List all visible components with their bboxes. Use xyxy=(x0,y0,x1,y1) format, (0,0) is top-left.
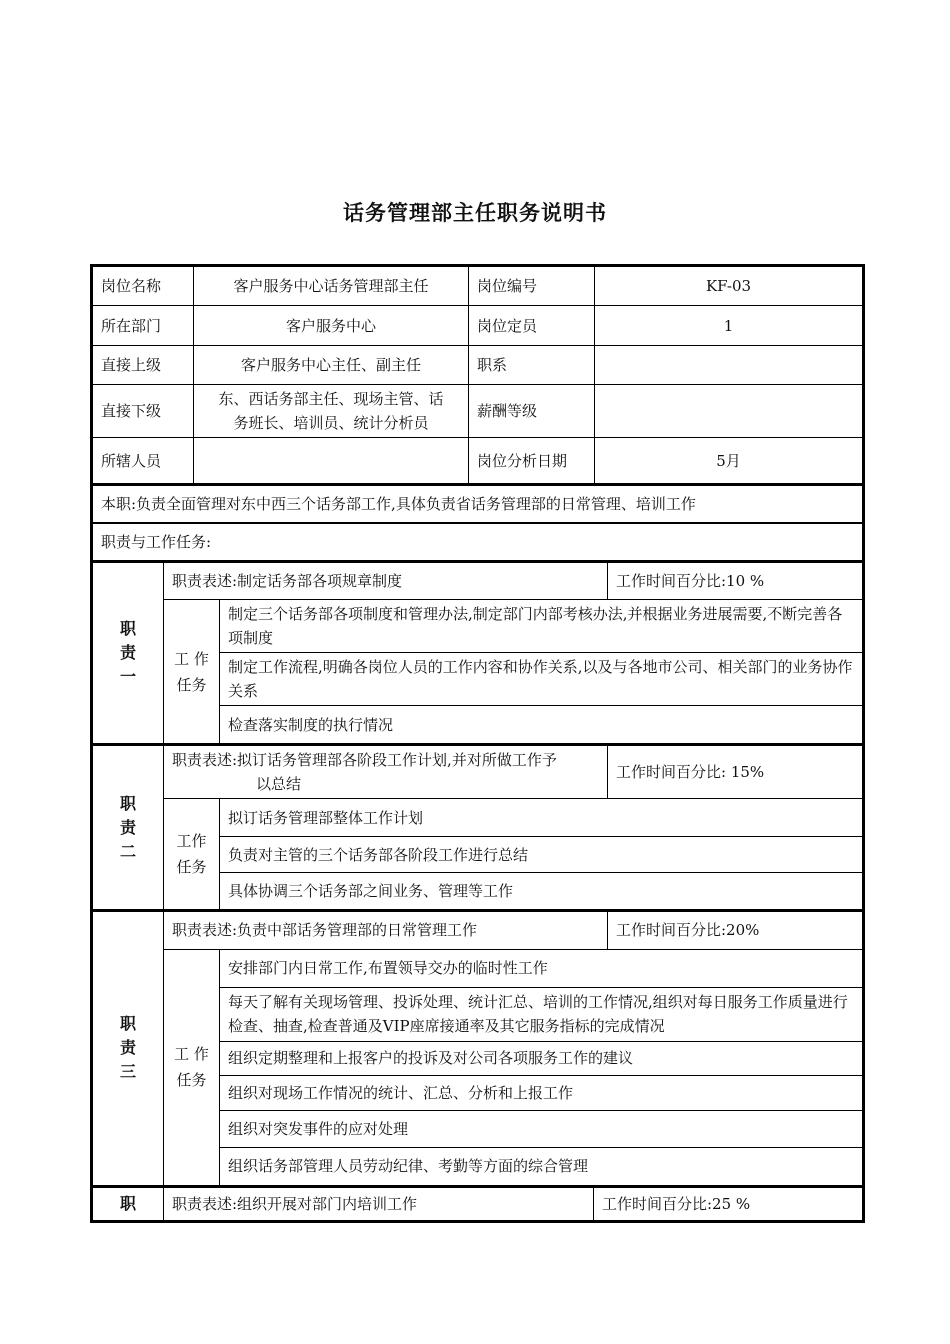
dept-label: 所在部门 xyxy=(93,306,194,346)
subordinate-value xyxy=(194,385,469,438)
job-description-sheet xyxy=(90,264,865,1223)
duty-4-table xyxy=(92,1186,863,1222)
subordinate-label: 直接下级 xyxy=(93,385,194,438)
pos-no-label: 岗位编号 xyxy=(469,267,595,306)
duty-3-task: 组织对现场工作情况的统计、汇总、分析和上报工作 xyxy=(220,1075,863,1110)
duty-1-percentage: 工作时间百分比:10 % xyxy=(608,562,863,600)
duty-1-task-label: 工 作 任务 xyxy=(164,600,220,744)
duty-2-task: 具体协调三个话务部之间业务、管理等工作 xyxy=(220,873,863,910)
subordinate-line-1: 东、西话务部主任、现场主管、话 xyxy=(218,390,444,408)
summary-text: 本职:负责全面管理对东中西三个话务部工作,具体负责省话务管理部的日常管理、培训工作 xyxy=(93,485,863,523)
basic-info-table xyxy=(92,266,863,484)
dept-value: 客户服务中心 xyxy=(194,306,469,346)
duty-3-task: 安排部门内日常工作,布置领导交办的临时性工作 xyxy=(220,949,863,987)
duty-2-task: 拟订话务管理部整体工作计划 xyxy=(220,799,863,837)
superior-label: 直接上级 xyxy=(93,346,194,385)
duty-3-percentage: 工作时间百分比:20% xyxy=(608,911,863,949)
duty-4-percentage: 工作时间百分比:25 % xyxy=(594,1187,863,1221)
document-title: 话务管理部主任职务说明书 xyxy=(343,200,607,225)
duty-3-task: 组织话务部管理人员劳动纪律、考勤等方面的综合管理 xyxy=(220,1147,863,1185)
duty-4-description: 职责表述:组织开展对部门内培训工作 xyxy=(164,1187,594,1221)
duty-1-table xyxy=(92,561,863,745)
quota-value: 1 xyxy=(595,306,863,346)
duty-2-description: 职责表述:拟订话务管理部各阶段工作计划,并对所做工作予 以总结 xyxy=(164,745,608,799)
duty-3-description: 职责表述:负责中部话务管理部的日常管理工作 xyxy=(164,911,608,949)
duty-1-task: 制定三个话务部各项制度和管理办法,制定部门内部考核办法,并根据业务进展需要,不断完善各项制度 xyxy=(220,600,863,653)
duty-1-description: 职责表述:制定话务部各项规章制度 xyxy=(164,562,608,600)
duty-3-table xyxy=(92,910,863,1186)
duty-3-task: 每天了解有关现场管理、投诉处理、统计汇总、培训的工作情况,组织对每日服务工作质量进行检查、抽查,检查普通及VIP座席接通率及其它服务指标的完成情况 xyxy=(220,987,863,1041)
duty-3-label: 职 责 三 xyxy=(93,911,164,1185)
duty-3-task-label: 工 作 任务 xyxy=(164,949,220,1185)
duty-2-percentage: 工作时间百分比: 15% xyxy=(608,745,863,799)
duty-1-label: 职 责 一 xyxy=(93,562,164,744)
duties-heading: 职责与工作任务: xyxy=(93,523,863,560)
summary-table xyxy=(92,484,863,561)
duty-2-label: 职 责 二 xyxy=(93,745,164,910)
salary-value xyxy=(595,385,863,438)
salary-label: 薪酬等级 xyxy=(469,385,595,438)
date-label: 岗位分析日期 xyxy=(469,438,595,484)
duty-1-task: 检查落实制度的执行情况 xyxy=(220,706,863,744)
duty-2-task: 负责对主管的三个话务部各阶段工作进行总结 xyxy=(220,837,863,873)
series-label: 职系 xyxy=(469,346,595,385)
subordinate-line-2: 务班长、培训员、统计分析员 xyxy=(233,414,429,432)
duty-3-task: 组织定期整理和上报客户的投诉及对公司各项服务工作的建议 xyxy=(220,1041,863,1075)
series-value xyxy=(595,346,863,385)
pos-name-label: 岗位名称 xyxy=(93,267,194,306)
quota-label: 岗位定员 xyxy=(469,306,595,346)
pos-name-value: 客户服务中心话务管理部主任 xyxy=(194,267,469,306)
duty-1-task: 制定工作流程,明确各岗位人员的工作内容和协作关系,以及与各地市公司、相关部门的业务协作关系 xyxy=(220,653,863,706)
pos-no-value: KF-03 xyxy=(595,267,863,306)
managed-label: 所辖人员 xyxy=(93,438,194,484)
duty-2-task-label: 工作 任务 xyxy=(164,799,220,910)
date-value: 5月 xyxy=(595,438,863,484)
duty-2-table xyxy=(92,744,863,910)
superior-value: 客户服务中心主任、副主任 xyxy=(194,346,469,385)
duty-3-task: 组织对突发事件的应对处理 xyxy=(220,1110,863,1147)
managed-value xyxy=(194,438,469,484)
duty-4-label: 职 xyxy=(93,1187,164,1221)
